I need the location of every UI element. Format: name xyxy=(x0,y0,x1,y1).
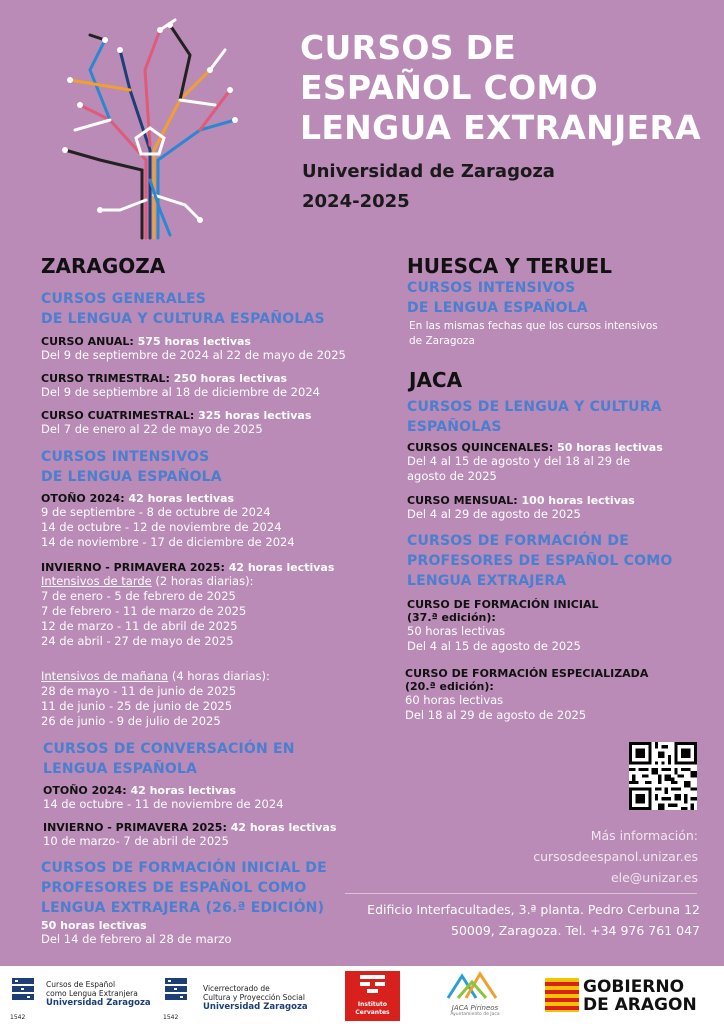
date-line: Del 4 al 15 de agosto de 2025 xyxy=(407,639,581,653)
logo-line: Cursos de Español xyxy=(46,980,116,989)
heading-cursos-generales xyxy=(41,289,325,329)
date-line: 14 de noviembre - 17 de diciembre de 2024 xyxy=(41,535,295,549)
tree-illustration xyxy=(50,10,250,240)
university-name: Universidad de Zaragoza xyxy=(302,161,555,182)
hours-text: 42 horas lectivas xyxy=(128,492,235,505)
subtitle xyxy=(302,158,555,216)
logo-year: 1542 xyxy=(163,1014,179,1021)
university-crest-icon xyxy=(163,976,189,1008)
logo-university: Universidad Zaragoza xyxy=(203,1002,308,1012)
jaca-formacion-especializada xyxy=(405,667,648,723)
heading-line: DE LENGUA Y CULTURA ESPAÑOLAS xyxy=(41,311,325,327)
heading-cursos-intensivos xyxy=(41,447,222,487)
address-line-2: 50009, Zaragoza. Tel. +34 976 761 047 xyxy=(451,923,700,938)
hours-line: 60 horas lectivas xyxy=(405,693,504,707)
label-text: INVIERNO - PRIMAVERA 2025: xyxy=(43,821,231,834)
date-line: 14 de octubre - 12 de noviembre de 2024 xyxy=(41,520,282,534)
heading-line: LENGUA EXTRAJERA xyxy=(407,573,567,589)
email-link[interactable]: ele@unizar.es xyxy=(610,870,698,885)
manana-title: Intensivos de mañana xyxy=(41,669,169,683)
hours-text: 575 horas lectivas xyxy=(137,335,251,348)
curso-cuatrimestral-dates: Del 7 de enero al 22 de mayo de 2025 xyxy=(41,422,263,436)
heading-jaca-profesores xyxy=(407,531,673,591)
footer-logos xyxy=(0,966,724,1024)
curso-anual-label xyxy=(41,335,346,348)
intensivos-otono xyxy=(41,492,295,550)
heading-line: PROFESORES DE ESPAÑOL COMO xyxy=(41,880,307,896)
logo-line: Vicerrectorado de xyxy=(203,984,270,993)
heading-formacion-inicial xyxy=(41,858,327,918)
university-crest-icon xyxy=(10,976,36,1008)
heading-conversacion xyxy=(43,739,295,779)
logo-line: DE ARAGON xyxy=(583,995,697,1015)
heading-huesca-intensivos xyxy=(407,278,588,318)
mountains-icon xyxy=(440,970,510,1000)
invierno-label xyxy=(43,821,336,834)
date-line: Del 4 al 15 de agosto y del 18 al 29 de xyxy=(407,454,631,468)
conversacion-invierno xyxy=(43,821,336,849)
logo-line: como Lengua Extranjera xyxy=(46,989,138,998)
hours-text: 42 horas lectivas xyxy=(228,561,335,574)
more-info-label: Más información: xyxy=(590,828,698,843)
title-line-1: CURSOS DE xyxy=(300,28,517,67)
label-text: CURSOS QUINCENALES: xyxy=(407,441,558,454)
label-line: CURSO DE FORMACIÓN INICIAL xyxy=(407,598,599,611)
divider xyxy=(345,893,697,894)
logo-line: GOBIERNO xyxy=(583,977,685,997)
contact-info xyxy=(533,825,698,888)
heading-jaca-lengua xyxy=(407,397,662,437)
intensivos-invierno xyxy=(41,561,334,649)
date-line: 24 de abril - 27 de mayo de 2025 xyxy=(41,634,234,648)
page-title xyxy=(300,28,701,148)
quincenales-label xyxy=(407,441,663,454)
heading-line: CURSOS GENERALES xyxy=(41,291,207,307)
date-line: 7 de enero - 5 de febrero de 2025 xyxy=(41,589,236,603)
tarde-note: (2 horas diarias): xyxy=(151,574,254,588)
heading-line: CURSOS DE CONVERSACIÓN EN xyxy=(43,741,295,757)
title-line-3: LENGUA EXTRANJERA xyxy=(300,108,702,147)
date-line: 11 de junio - 25 de junio de 2025 xyxy=(41,699,233,713)
jaca-logo-text: JACA Pirineos xyxy=(451,1004,499,1012)
academic-year: 2024-2025 xyxy=(302,191,410,212)
logo-line: Cultura y Proyección Social xyxy=(203,993,305,1002)
date-line: Del 18 al 29 de agosto de 2025 xyxy=(405,708,587,722)
city-heading-zaragoza: ZARAGOZA xyxy=(41,254,166,278)
otono-label xyxy=(41,492,295,505)
date-line: 9 de septiembre - 8 de octubre de 2024 xyxy=(41,505,271,519)
city-heading-jaca: JACA xyxy=(409,368,463,392)
logo-instituto-cervantes xyxy=(345,971,400,1021)
curso-trimestral xyxy=(41,372,320,400)
heading-line: LENGUA EXTRAJERA (26.ª EDICIÓN) xyxy=(41,900,325,916)
manana-heading xyxy=(41,669,270,684)
heading-line: DE LENGUA ESPAÑOLA xyxy=(41,469,222,485)
date-line: Del 14 de febrero al 28 de marzo xyxy=(41,932,232,946)
invierno-label xyxy=(41,561,334,574)
note-line: de Zaragoza xyxy=(409,335,475,347)
qr-code[interactable] xyxy=(629,742,697,810)
intensivos-manana xyxy=(41,669,270,729)
hours-text: 50 horas lectivas xyxy=(41,919,147,932)
hours-text: 100 horas lectivas xyxy=(521,494,635,507)
jaca-sub-text: Ayuntamiento de Jaca xyxy=(450,1012,500,1017)
hours-text: 250 horas lectivas xyxy=(173,372,288,385)
hours-text: 325 horas lectivas xyxy=(198,409,312,422)
heading-line: CURSOS INTENSIVOS xyxy=(41,449,210,465)
label-text: OTOÑO 2024: xyxy=(43,784,131,797)
hours-text: 50 horas lectivas xyxy=(557,441,663,454)
heading-line: CURSOS INTENSIVOS xyxy=(407,280,576,296)
date-line: Del 4 al 29 de agosto de 2025 xyxy=(407,507,581,521)
label-text: INVIERNO - PRIMAVERA 2025: xyxy=(41,561,229,574)
logo-jaca-pirineos xyxy=(440,970,510,1020)
curso-anual xyxy=(41,335,346,363)
huesca-note xyxy=(409,319,658,349)
curso-anual-dates: Del 9 de septiembre de 2024 al 22 de mayo de 2025 xyxy=(41,348,346,362)
label-text: CURSO TRIMESTRAL: xyxy=(41,372,174,385)
date-line: agosto de 2025 xyxy=(407,469,497,483)
curso-trimestral-label xyxy=(41,372,320,385)
date-line: 10 de marzo- 7 de abril de 2025 xyxy=(43,834,229,848)
label-text: CURSO ANUAL: xyxy=(41,335,138,348)
tarde-title: Intensivos de tarde xyxy=(41,574,152,588)
jaca-formacion-inicial xyxy=(407,598,598,654)
heading-line: ESPAÑOLAS xyxy=(407,419,502,435)
curso-cuatrimestral xyxy=(41,409,311,437)
aragon-flag-icon xyxy=(545,978,579,1012)
title-line-2: ESPAÑOL COMO xyxy=(300,68,598,107)
heading-line: DE LENGUA ESPAÑOLA xyxy=(407,300,588,316)
label-line: (20.ª edición): xyxy=(405,680,494,693)
hours-text: 42 horas lectivas xyxy=(130,784,237,797)
curso-cuatrimestral-label xyxy=(41,409,311,422)
jaca-mensual xyxy=(407,494,635,522)
date-line: 26 de junio - 9 de julio de 2025 xyxy=(41,714,221,728)
conversacion-otono xyxy=(43,784,284,812)
hours-text: 42 horas lectivas xyxy=(230,821,337,834)
address-line-1: Edificio Interfacultades, 3.ª planta. Pedro Cerbuna 12 xyxy=(367,902,700,917)
hours-line: 50 horas lectivas xyxy=(407,624,506,638)
heading-line: CURSOS DE LENGUA Y CULTURA xyxy=(407,399,662,415)
heading-line: PROFESORES DE ESPAÑOL COMO xyxy=(407,553,673,569)
website-link[interactable]: cursosdeespanol.unizar.es xyxy=(533,849,698,864)
date-line: 14 de octubre - 11 de noviembre de 2024 xyxy=(43,797,284,811)
note-line: En las mismas fechas que los cursos intensivos xyxy=(409,320,658,332)
address xyxy=(367,899,700,941)
heading-line: LENGUA ESPAÑOLA xyxy=(43,761,198,777)
label-line: (37.ª edición): xyxy=(407,611,496,624)
heading-line: CURSOS DE FORMACIÓN DE xyxy=(407,533,629,549)
label-text: CURSO CUATRIMESTRAL: xyxy=(41,409,199,422)
jaca-quincenales xyxy=(407,441,663,484)
manana-note: (4 horas diarias): xyxy=(168,669,270,683)
logo-year: 1542 xyxy=(10,1014,26,1021)
city-heading-huesca-teruel: HUESCA Y TERUEL xyxy=(407,254,612,278)
mensual-label xyxy=(407,494,635,507)
date-line: 7 de febrero - 11 de marzo de 2025 xyxy=(41,604,247,618)
formacion-inicial-info xyxy=(41,919,232,947)
otono-label xyxy=(43,784,284,797)
cervantes-emblem-icon xyxy=(345,971,400,997)
label-text: OTOÑO 2024: xyxy=(41,492,129,505)
logo-line: Instituto xyxy=(357,1001,388,1008)
logo-line: Cervantes xyxy=(355,1009,390,1016)
label-line: CURSO DE FORMACIÓN ESPECIALIZADA xyxy=(405,667,649,680)
date-line: 12 de marzo - 11 de abril de 2025 xyxy=(41,619,238,633)
cervantes-text xyxy=(345,1001,400,1017)
date-line: 28 de mayo - 11 de junio de 2025 xyxy=(41,684,237,698)
heading-line: CURSOS DE FORMACIÓN INICIAL DE xyxy=(41,860,327,876)
tarde-heading xyxy=(41,574,334,589)
label-text: CURSO MENSUAL: xyxy=(407,494,522,507)
logo-university: Universidad Zaragoza xyxy=(46,998,151,1008)
curso-trimestral-dates: Del 9 de septiembre al 18 de diciembre de 2024 xyxy=(41,385,320,399)
